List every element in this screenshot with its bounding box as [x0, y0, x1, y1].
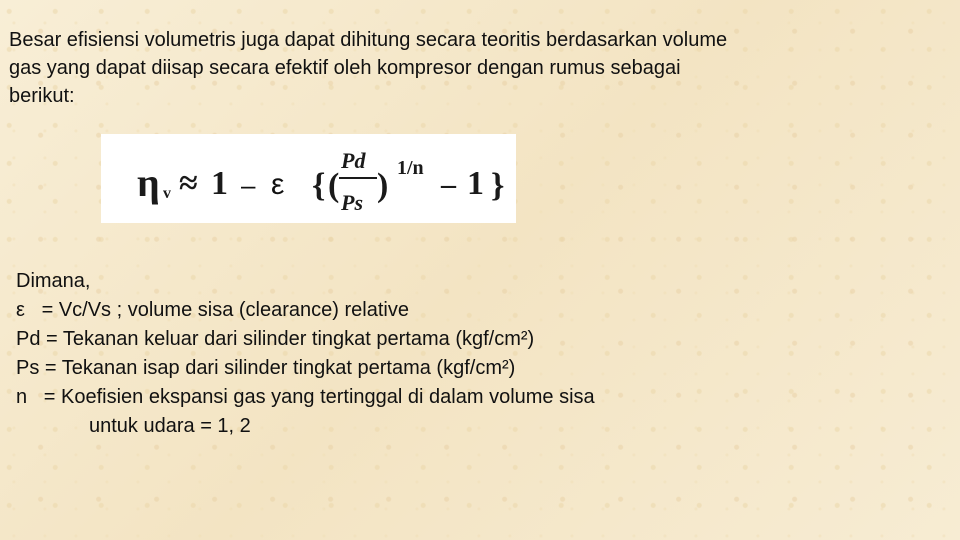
definitions-list — [16, 267, 595, 441]
intro-paragraph — [9, 26, 939, 110]
formula-subscript-v: v — [163, 185, 171, 202]
formula-one: 1 — [211, 165, 228, 202]
intro-line-2: gas yang dapat diisap secara efektif oleh kompresor dengan rumus sebagai — [9, 57, 681, 79]
formula-numerator: Pd — [341, 148, 366, 173]
definition-pd: Pd = Tekanan keluar dari silinder tingkat pertama (kgf/cm²) — [16, 328, 535, 350]
formula-eta: η — [137, 160, 160, 205]
intro-line-1: Besar efisiensi volumetris juga dapat dihitung secara teoritis berdasarkan volume — [9, 29, 728, 51]
formula-exponent: 1/n — [397, 157, 424, 179]
definition-ps: Ps = Tekanan isap dari silinder tingkat pertama (kgf/cm²) — [16, 357, 516, 379]
formula-epsilon: ε — [271, 168, 285, 201]
formula-denominator: Ps — [341, 190, 363, 215]
formula-brace-close: } — [491, 167, 505, 204]
definition-epsilon: ε = Vc/Vs ; volume sisa (clearance) relative — [16, 299, 409, 321]
intro-line-3: berikut: — [9, 85, 75, 107]
formula-paren-open: ( — [328, 167, 340, 204]
definition-n-continuation: untuk udara = 1, 2 — [89, 415, 251, 437]
formula-minus: – — [241, 170, 256, 200]
definitions-heading: Dimana, — [16, 270, 91, 292]
formula-minus-2: – — [441, 168, 456, 201]
formula-image — [101, 134, 516, 223]
formula-approx: ≈ — [179, 165, 198, 202]
formula-brace-open: { — [312, 167, 326, 204]
definition-n: n = Koefisien ekspansi gas yang tertinggal di dalam volume sisa — [16, 386, 595, 408]
formula-paren-close: ) — [377, 167, 389, 204]
formula-one-2: 1 — [467, 165, 484, 202]
volumetric-efficiency-formula — [101, 134, 516, 223]
